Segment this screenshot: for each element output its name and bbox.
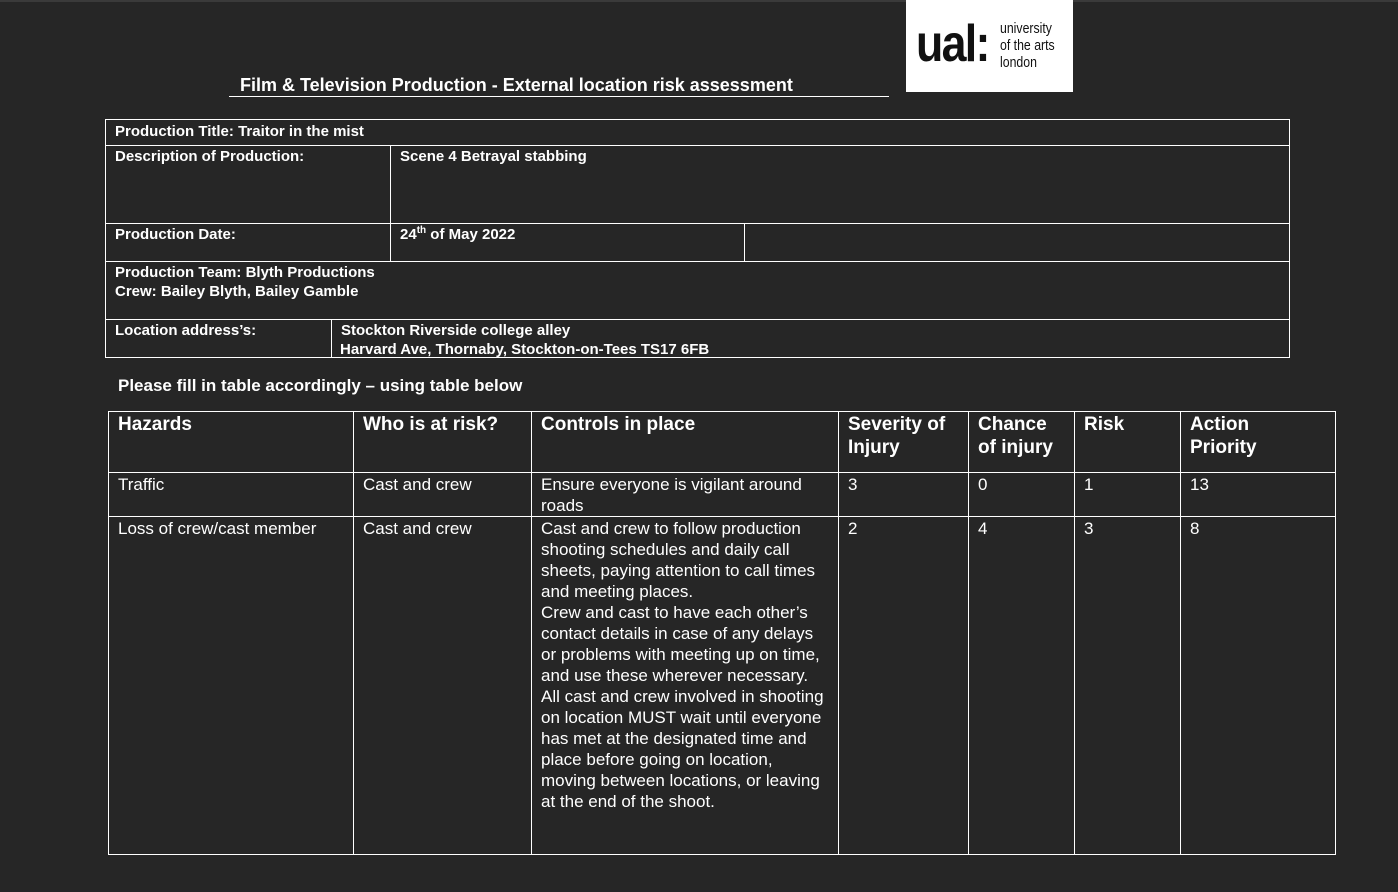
severity-cell: 3: [839, 473, 969, 517]
logo-line: of the arts: [1000, 37, 1055, 54]
description-value: Scene 4 Betrayal stabbing: [400, 148, 587, 165]
header-action-line-2: Priority: [1190, 437, 1257, 458]
location-label-cell: [106, 320, 331, 358]
production-info-table: [105, 119, 1290, 358]
controls-paragraph: Cast and crew to follow production shooting schedules and daily call sheets, paying attention to call times and meeting places.: [541, 519, 816, 601]
controls-paragraph: All cast and crew involved in shooting on location MUST wait until everyone has met at the designated time and place before going on location, moving between locations, or leaving at the end of the shoot.: [541, 687, 824, 811]
logo-line: london: [1000, 54, 1037, 71]
ual-logo: [906, 0, 1073, 92]
description-value-cell: [390, 146, 1290, 223]
controls-paragraph: Ensure everyone is vigilant around roads: [541, 475, 802, 515]
header-action-priority: [1181, 412, 1336, 473]
production-date-row: [106, 224, 1289, 262]
ual-logo-mark: ual:: [916, 15, 989, 73]
production-title-row: [106, 120, 1289, 146]
document-title: Film & Television Production - External location risk assessment: [229, 74, 889, 97]
location-row: [106, 320, 1289, 358]
logo-line: university: [1000, 20, 1052, 37]
team-cell: [106, 262, 1289, 319]
description-label: Description of Production:: [115, 148, 305, 165]
date-label-cell: [106, 224, 390, 261]
date-value-cell: [390, 224, 744, 261]
hazards-header-row: [109, 412, 1336, 473]
header-severity-line-1: Severity of: [848, 414, 946, 435]
priority-cell: 8: [1181, 517, 1336, 855]
hazards-table: [108, 411, 1336, 855]
location-line-2: Harvard Ave, Thornaby, Stockton-on-Tees TS17 6FB: [340, 341, 710, 358]
location-label: Location address’s:: [115, 322, 257, 339]
risk-cell: 1: [1075, 473, 1181, 517]
table-instruction: Please fill in table accordingly – using table below: [118, 376, 523, 395]
who-cell: Cast and crew: [354, 517, 532, 855]
header-who-at-risk: Who is at risk?: [354, 412, 532, 473]
production-title-label: Production Title:: [115, 123, 234, 140]
priority-cell: 13: [1181, 473, 1336, 517]
date-empty-cell: [744, 224, 1290, 261]
location-value-cell: [331, 320, 1290, 358]
date-day: 24: [400, 226, 417, 243]
crew-line: [115, 282, 1280, 301]
header-controls: Controls in place: [532, 412, 839, 473]
team-label: Production Team:: [115, 264, 242, 281]
production-title-value: Traitor in the mist: [238, 123, 364, 140]
controls-cell: [532, 517, 839, 855]
header-severity-line-2: Injury: [848, 437, 900, 458]
team-line: [115, 263, 1280, 282]
crew-value: Bailey Blyth, Bailey Gamble: [160, 283, 359, 300]
who-cell: Cast and crew: [354, 473, 532, 517]
header-action-line-1: Action: [1190, 414, 1250, 435]
header-risk: Risk: [1075, 412, 1181, 473]
chance-cell: 0: [969, 473, 1075, 517]
production-team-row: [106, 262, 1289, 320]
production-title-cell: [106, 120, 1289, 145]
hazard-cell: Traffic: [109, 473, 354, 517]
header-severity: [839, 412, 969, 473]
crew-label: Crew:: [115, 283, 157, 300]
date-label: Production Date:: [115, 226, 236, 243]
page-top-edge: [0, 0, 1398, 2]
header-hazards: Hazards: [109, 412, 354, 473]
header-chance: [969, 412, 1075, 473]
ual-logo-wordmark: [1000, 20, 1055, 71]
risk-cell: 3: [1075, 517, 1181, 855]
controls-paragraph: Crew and cast to have each other’s contact details in case of any delays or problems with meeting up on time, and use these wherever necessary.: [541, 603, 820, 685]
header-chance-line-1: Chance: [978, 414, 1047, 435]
date-suffix: th: [416, 225, 427, 236]
chance-cell: 4: [969, 517, 1075, 855]
header-chance-line-2: of injury: [978, 437, 1053, 458]
table-row: [109, 473, 1336, 517]
date-rest: of May 2022: [426, 226, 516, 243]
location-line-1: Stockton Riverside college alley: [341, 322, 571, 339]
team-value: Blyth Productions: [245, 264, 375, 281]
table-row: [109, 517, 1336, 855]
severity-cell: 2: [839, 517, 969, 855]
description-row: [106, 146, 1289, 224]
controls-cell: [532, 473, 839, 517]
description-label-cell: [106, 146, 390, 223]
hazard-cell: Loss of crew/cast member: [109, 517, 354, 855]
